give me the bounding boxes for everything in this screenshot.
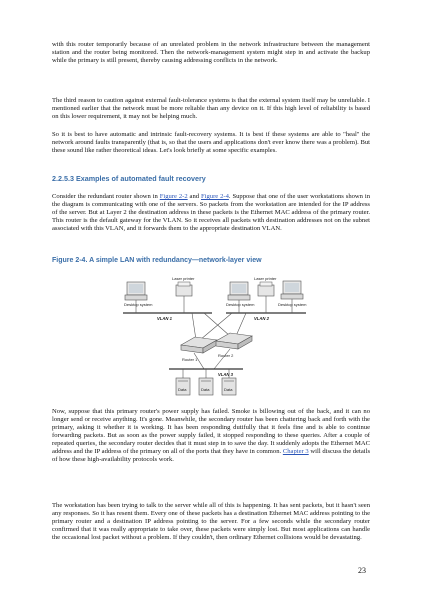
chapter-3-link[interactable]: Chapter 3	[282, 448, 309, 455]
router-icon	[181, 337, 217, 353]
paragraph-4-text-b: and	[187, 193, 201, 200]
desktop-system-icon	[281, 281, 303, 313]
printer-1-label: Laser printer	[172, 276, 195, 281]
paragraph-3-text: So it is best to have automatic and intrinsic fault-recovery systems. It is best if these systems are able to "heal" the network around faults transparently (that is, so that the users and applications don't ever know there was a problem). But these sound like rather theoretical ideas. Let's look briefly at some specific examples.	[52, 131, 370, 154]
paragraph-4-text-c: . Suppose that one of the user workstations shown in the diagram is communicating with one of the servers. So packets from the workstation are intended for the IP address of the server. But at Layer 2 the destination address in these packets is the Ethernet MAC address of the primary router. This router is the default gateway for the VLAN. So it receives all packets with destination addresses not on the subnet associated with this VLAN, and it forwards them to the appropriate destination VLAN.	[52, 193, 371, 232]
desktop-system-icon	[125, 282, 147, 313]
section-heading: 2.2.5.3 Examples of automated fault recovery	[52, 174, 206, 183]
vlan-2-label: VLAN 2	[254, 316, 269, 321]
paragraph-5-text-b: will discuss the details of how these high-availability protocols work.	[52, 448, 371, 463]
paragraph-6-text: The workstation has been trying to talk to the server while all of this is happening. It has sent packets, but it hasn't seen any responses. So it has resent them. Every one of these packets has a destination Ethernet MAC address pointing to the primary router and a destination IP address pointing to the server. For a few seconds while the secondary router confirmed that it was really appropriate to take over, these packets were simply lost. But most applications can handle the occasional lost packet without a problem. If they couldn't, then ordinary Ethernet collisions would be devastating.	[52, 502, 370, 541]
paragraph-6	[52, 502, 370, 542]
router-1-label: Router 1	[182, 357, 198, 362]
printer-2-label: Laser printer	[254, 276, 277, 281]
desktop-system-icon	[228, 282, 250, 313]
laser-printer-icon	[258, 282, 274, 313]
router-icon	[216, 333, 252, 349]
figure-2-4-link[interactable]: Figure 2-4	[200, 193, 229, 200]
figure-2-2-link[interactable]: Figure 2-2	[159, 193, 188, 200]
page-number: 23	[358, 566, 366, 575]
desktop-1-label: Desktop system	[124, 302, 153, 307]
figure-caption: Figure 2-4. A simple LAN with redundancy—network-layer view	[52, 257, 262, 264]
desktop-2-label: Desktop system	[226, 302, 255, 307]
paragraph-5	[52, 408, 370, 464]
figure-image	[123, 276, 307, 395]
data-2-label: Data	[201, 387, 210, 392]
vlan-1-label: VLAN 1	[157, 316, 172, 321]
data-1-label: Data	[178, 387, 187, 392]
laser-printer-icon	[176, 282, 192, 313]
router-2-label: Router 2	[218, 353, 234, 358]
paragraph-1-text: with this router temporarily because of an unrelated problem in the network infrastructure between the management station and the router being monitored. Then the network-management system might step in and activate the backup while the primary is still present, thereby causing addressing conflicts in the network.	[52, 41, 370, 64]
vlan-3-label: VLAN 3	[218, 372, 233, 377]
paragraph-2-text: The third reason to caution against external fault-tolerance systems is that the external system itself may be unreliable. I mentioned earlier that the network must be more reliable than any device on it. If this high level of reliability is based on this lower requirement, it may not be helping much.	[52, 97, 370, 120]
data-3-label: Data	[224, 387, 233, 392]
paragraph-5-text-a: Now, suppose that this primary router's power supply has failed. Smoke is billowing out of the back, and it can no longer send or receive anything. It's gone. Meanwhile, the secondary router has been chattering back and forth with the primary, asking it whether it is working. It has been responding dutifully that it feels fine and is able to continue forwarding packets. But as soon as the power supply failed, it stopped responding to these queries. After a couple of repeated queries, the secondary router decides that it must step in to save the day. It suddenly adopts the Ethernet MAC address and the IP address of the primary on all of the ports that they have in common.	[52, 408, 370, 455]
paragraph-4-text-a: Consider the redundant router shown in	[52, 193, 160, 200]
desktop-3-label: Desktop system	[278, 302, 307, 307]
